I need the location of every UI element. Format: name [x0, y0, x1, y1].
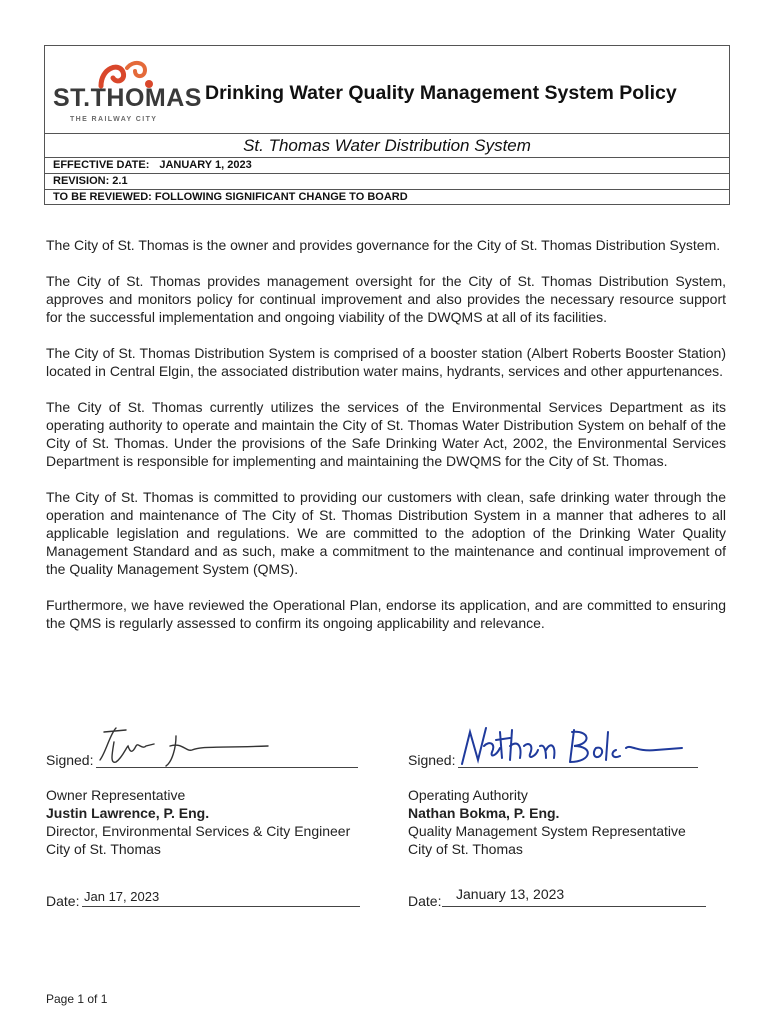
effective-date-row — [45, 157, 729, 173]
logo-wordmark: ST.THOMAS — [53, 84, 202, 112]
owner-details — [46, 786, 350, 858]
paragraph: The City of St. Thomas provides management oversight for the City of St. Thomas Distribution System, approves and monitors policy for continual improvement and also provides the necessary resource support for the successful implementation and ongoing viability of the DWQMS at all of its facilities. — [46, 273, 726, 325]
effective-date-value: JANUARY 1, 2023 — [159, 159, 252, 171]
date-label: Date: — [46, 893, 80, 909]
operator-signature-image — [456, 722, 686, 772]
owner-name: Justin Lawrence, P. Eng. — [46, 805, 210, 821]
st-thomas-logo — [53, 58, 202, 126]
page-title: Drinking Water Quality Management System Policy — [205, 82, 677, 104]
paragraph: The City of St. Thomas is committed to providing our customers with clean, safe drinking water through the operation and maintenance of The City of St. Thomas Distribution System in a manner that adheres to all applicable legislation and regulations. We are committed to the adoption of the Drinking Water Quality Management Standard and as such, make a commitment to the maintenance and continual improvement of the Quality Management System (QMS). — [46, 489, 726, 577]
paragraph: The City of St. Thomas Distribution System is comprised of a booster station (Albert Roberts Booster Station) located in Central Elgin, the associated distribution water mains, hydrants, services and other appurtenances. — [46, 345, 726, 379]
owner-role: Owner Representative — [46, 787, 186, 803]
owner-date: Jan 17, 2023 — [84, 889, 160, 904]
operator-date: January 13, 2023 — [456, 886, 565, 902]
owner-org: City of St. Thomas — [46, 841, 161, 857]
paragraph: The City of St. Thomas is the owner and provides governance for the City of St. Thomas Distribution System. — [46, 237, 721, 253]
revision-text: REVISION: 2.1 — [53, 175, 128, 187]
operator-details — [408, 786, 686, 858]
effective-date-label: EFFECTIVE DATE: — [53, 159, 150, 171]
owner-signature-image — [92, 722, 272, 772]
paragraph: The City of St. Thomas currently utilizes the services of the Environmental Services Department as its operating authority to operate and maintain the City of St. Thomas Water Distribution System on behalf of the City of St. Thomas. Under the provisions of the Safe Drinking Water Act, 2002, the Environmental Services Department is responsible for implementing and maintaining the DWQMS for the City of St. Thomas. — [46, 399, 726, 469]
paragraph: Furthermore, we have reviewed the Operational Plan, endorse its application, and are committed to ensuring the QMS is regularly assessed to confirm its ongoing applicability and relevance. — [46, 597, 726, 631]
page-number: Page 1 of 1 — [46, 992, 108, 1006]
operator-role: Operating Authority — [408, 787, 528, 803]
policy-body — [46, 236, 726, 650]
revision-row — [45, 173, 729, 189]
signed-label: Signed: — [46, 752, 94, 768]
subtitle-row — [45, 133, 729, 157]
page-subtitle: St. Thomas Water Distribution System — [243, 136, 531, 155]
operator-title: Quality Management System Representative — [408, 823, 686, 839]
operator-name: Nathan Bokma, P. Eng. — [408, 805, 560, 821]
date-line — [442, 906, 706, 907]
review-row — [45, 189, 729, 205]
policy-header — [44, 45, 730, 205]
date-label: Date: — [408, 893, 442, 909]
signed-label: Signed: — [408, 752, 456, 768]
operator-org: City of St. Thomas — [408, 841, 523, 857]
owner-title: Director, Environmental Services & City Engineer — [46, 823, 351, 839]
logo-tagline: THE RAILWAY CITY — [70, 116, 158, 123]
review-text: TO BE REVIEWED: FOLLOWING SIGNIFICANT CHANGE TO BOARD — [53, 191, 408, 203]
date-line — [82, 906, 360, 907]
